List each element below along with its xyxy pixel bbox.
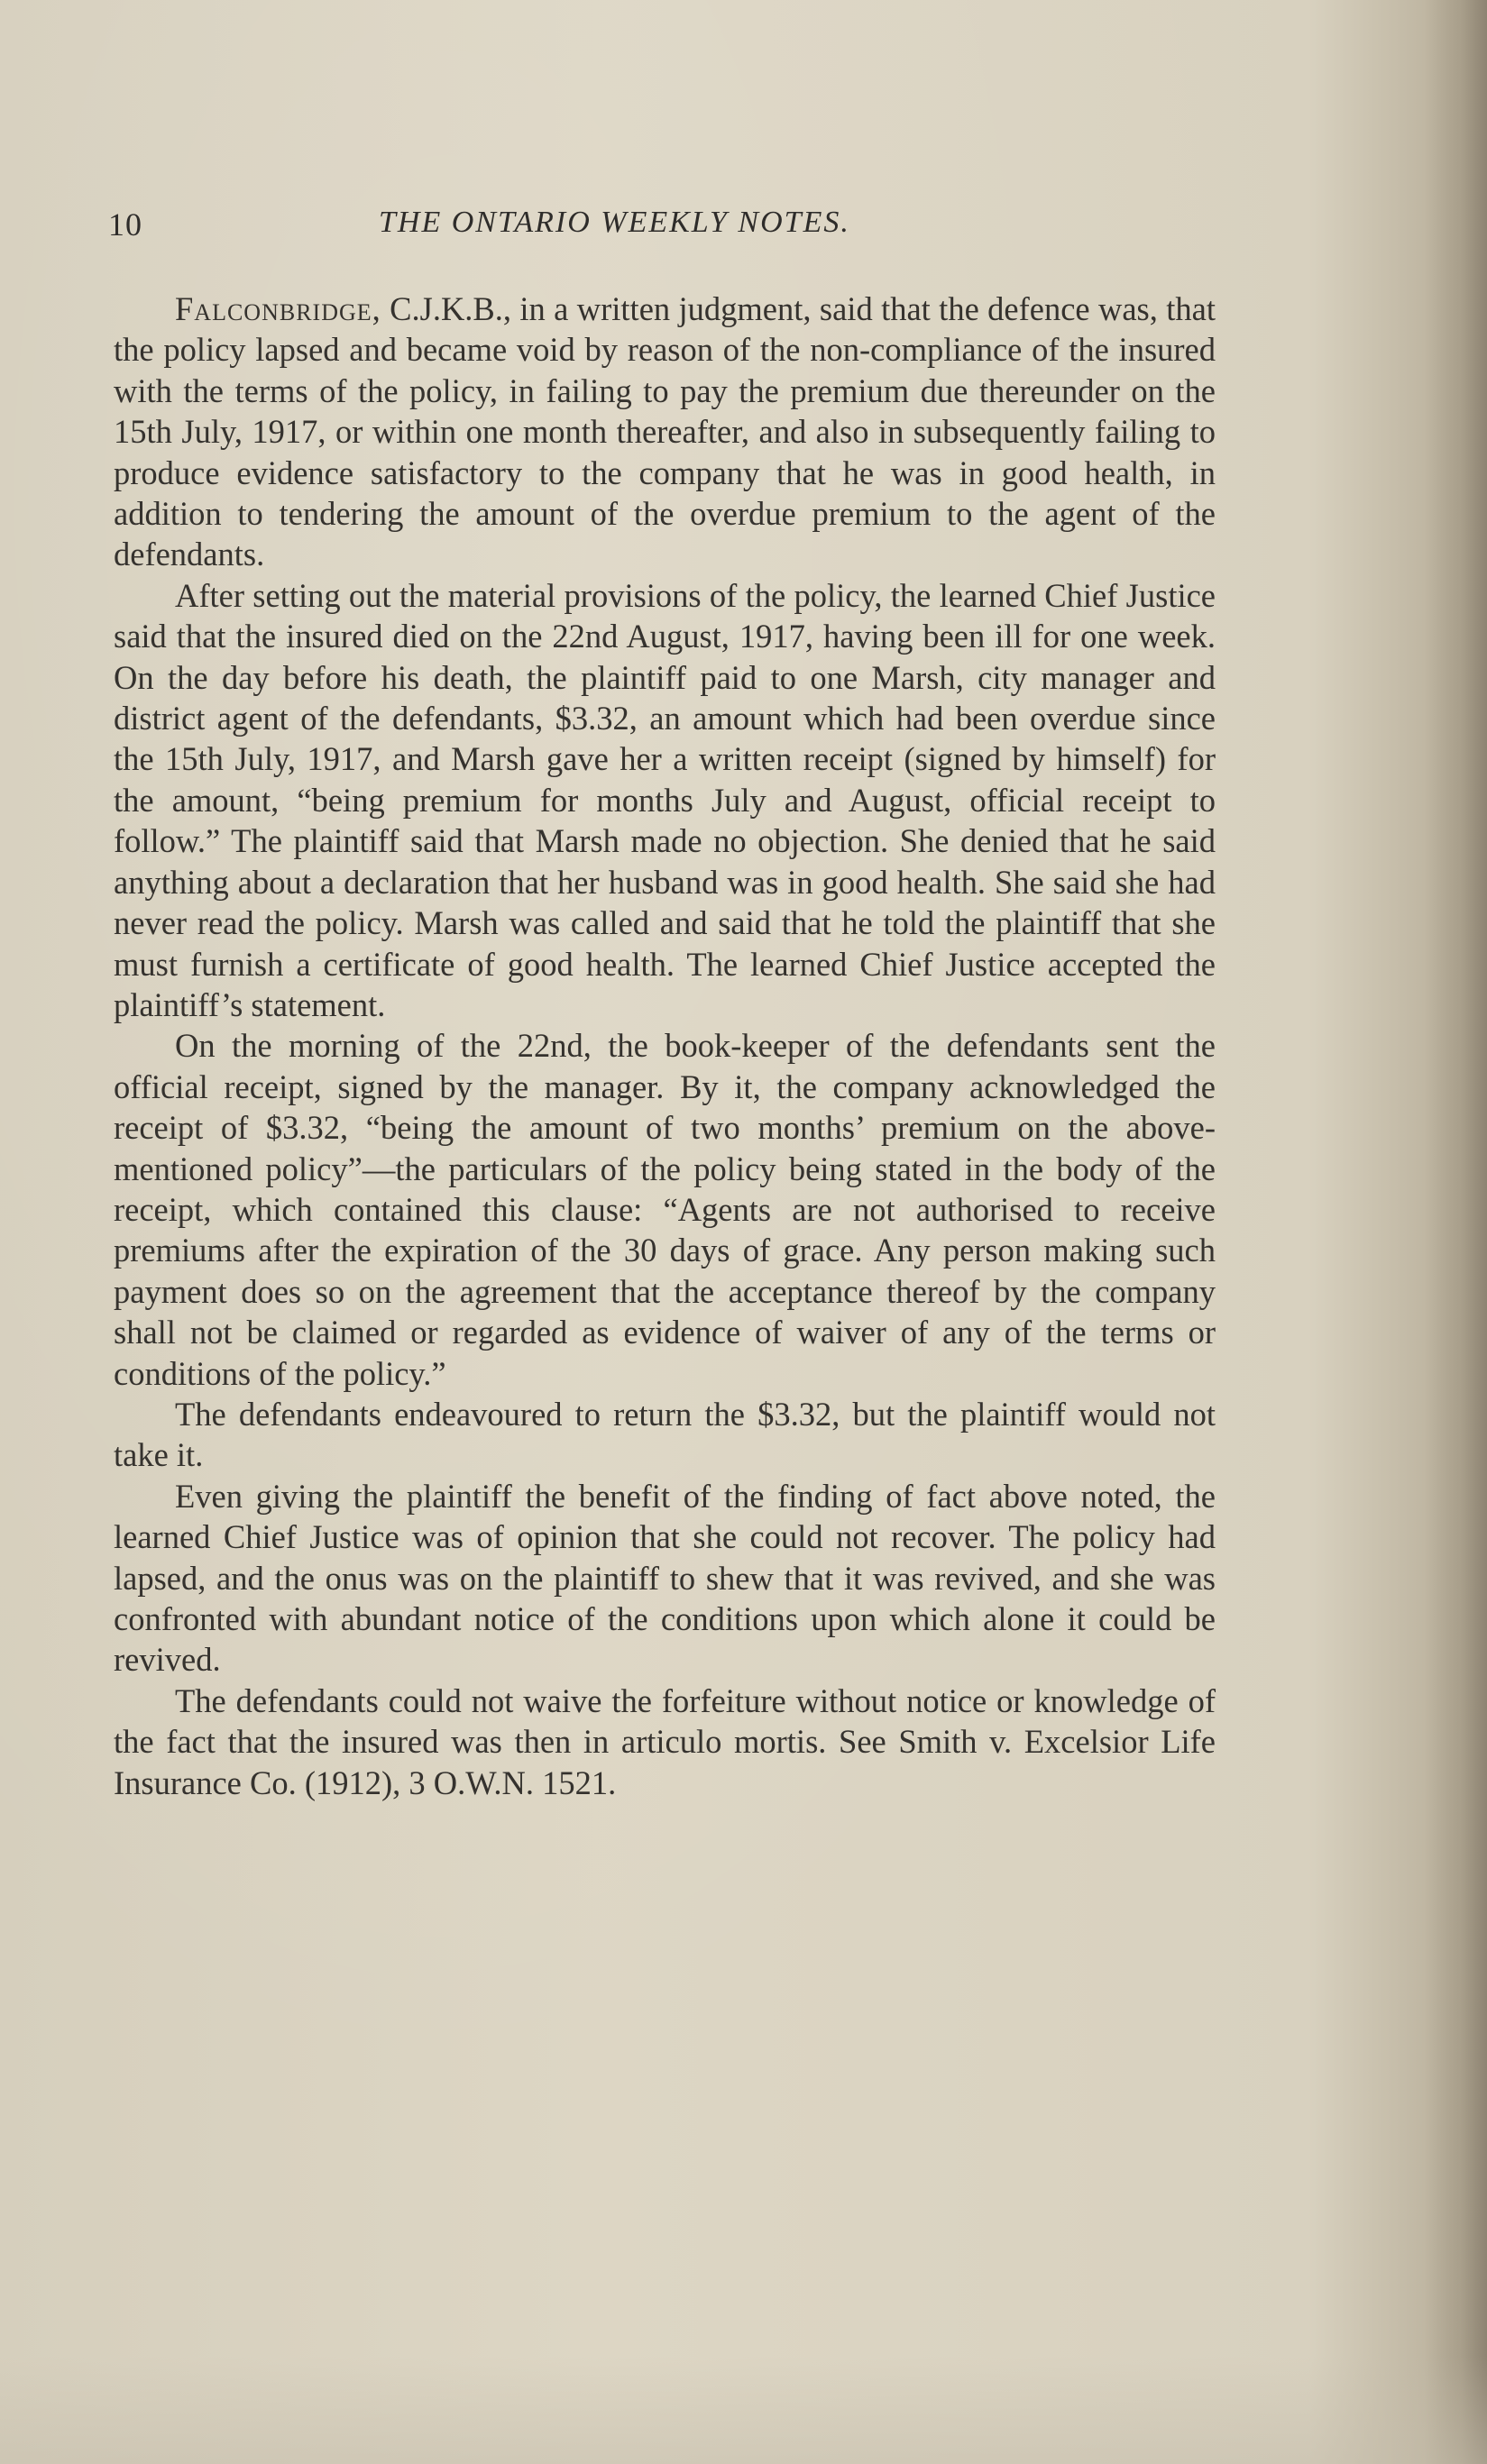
paragraph-1 xyxy=(114,289,1216,575)
paragraph-2: After setting out the material provisions of the policy, the learned Chief Justice said that the insured died on the 22nd August, 1917, having been ill for one week. On the day before his death, the plaintiff paid to one Marsh, city manager and district agent of the defendants, $3.32, an amount which had been overdue since the 15th July, 1917, and Marsh gave her a written receipt (signed by himself) for the amount, “being premium for months July and August, official receipt to follow.” The plaintiff said that Marsh made no objection. She denied that he said anything about a declaration that her husband was in good health. She said she had never read the policy. Marsh was called and said that he told the plaintiff that she must furnish a certificate of good health. The learned Chief Justice accepted the plaintiff’s statement. xyxy=(114,576,1216,1023)
paragraph-6: The defendants could not waive the forfeiture without notice or knowledge of the fact that the insured was then in articulo mortis. See Smith v. Excelsior Life Insurance Co. (1912), 3 O.W.N. 1521. xyxy=(114,1681,1216,1801)
page-number: 10 xyxy=(108,206,142,243)
paragraph-5: Even giving the plaintiff the benefit of the finding of fact above noted, the learned Chief Justice was of opinion that she could not recover. The policy had lapsed, and the onus was on the plaintiff to shew that it was revived, and she was confronted with abundant notice of the conditions upon which alone it could be revived. xyxy=(114,1477,1216,1679)
paragraph-1-text: C.J.K.B., in a written judgment, said that the defence was, that the policy lapsed and became void by reason of the non-compliance of the insured with the terms of the policy, in failing to pay the premium due thereunder on the 15th July, 1917, or within one month thereafter, and also in subsequently failing to produce evidence satisfactory to the company that he was in good health, in addition to tendering the amount of the overdue premium to the agent of the defendants. xyxy=(114,290,1216,573)
paragraph-3: On the morning of the 22nd, the book-keeper of the defendants sent the official receipt, signed by the manager. By it, the company acknowledged the receipt of $3.32, “being the amount of two months’ premium on the above-mentioned policy”—the particulars of the policy being stated in the body of the receipt, which contained this clause: “Agents are not authorised to receive premiums after the expiration of the 30 days of grace. Any person making such payment does so on the agreement that the acceptance thereof by the company shall not be claimed or regarded as evidence of waiver of any of the terms or conditions of the policy.” xyxy=(114,1027,1216,1392)
running-head: THE ONTARIO WEEKLY NOTES. xyxy=(379,206,850,239)
paragraph-4: The defendants endeavoured to return the $3.32, but the plaintiff would not take it. xyxy=(114,1395,1216,1474)
page-edge-shadow xyxy=(1424,0,1487,2464)
page-bottom-shade xyxy=(0,2356,1487,2464)
judge-name: Falconbridge, xyxy=(175,290,381,327)
judgment-text xyxy=(114,289,1216,1803)
page-header xyxy=(108,206,1217,260)
